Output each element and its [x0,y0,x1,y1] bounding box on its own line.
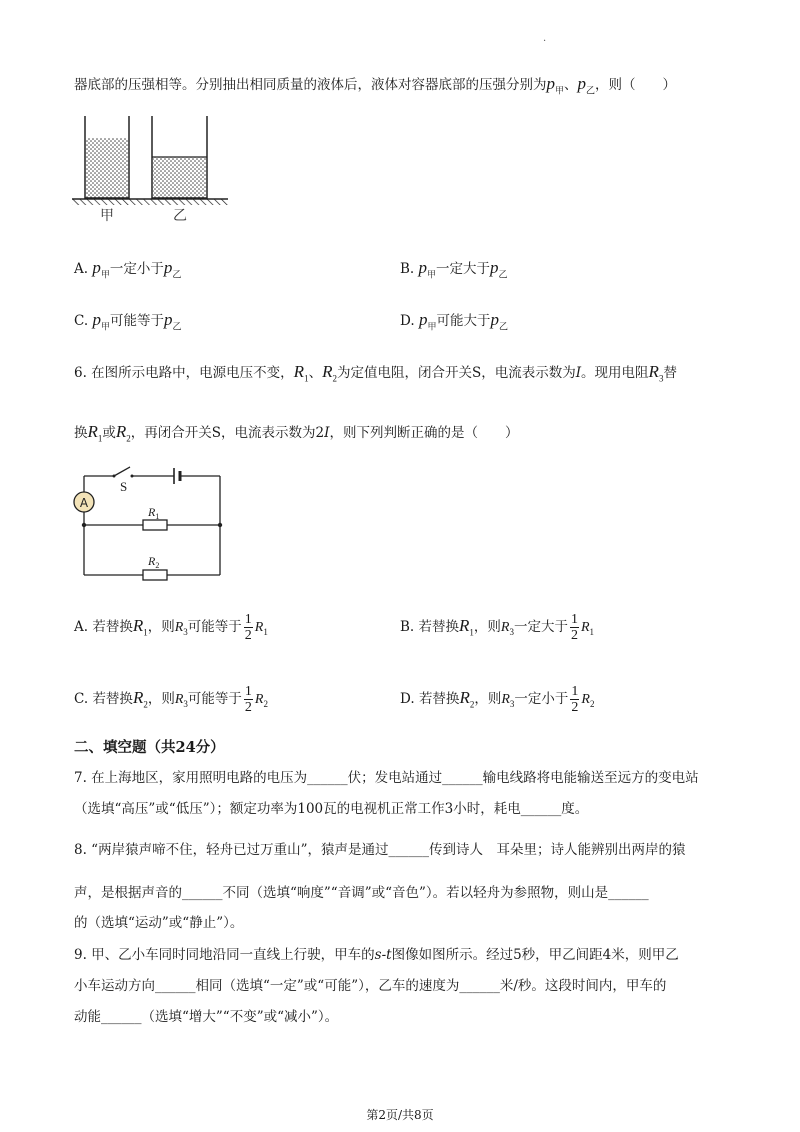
q8-line2: 声，是根据声音的______不同（选填“响度”“音调”或“音色”）。若以轻舟为参照物，则山是______ [74,885,649,901]
resistor-r1 [143,520,167,530]
p-jia-symbol: $p_甲$ [546,74,565,96]
q5-stem: 器底部的压强相等。分别抽出相同质量的液体后，液体对容器底部的压强分别为$p_甲$、$p_乙$，则（ ） [74,74,677,96]
q6-stem-line1: 6. 在图所示电路中，电源电压不变，$R_1$、$R_2$为定值电阻，闭合开关S，电流表示数为I。现用电阻$R_3$替 [74,362,677,384]
section-heading: 二、填空题（共24分） [74,739,225,756]
q8-line1: 8. “两岸猿声啼不住，轻舟已过万重山”，猿声是通过______传到诗人 耳朵里；诗人能辨别出两岸的猿 [74,842,686,858]
r1-symbol: $R_1$ [293,362,309,384]
q9-line3: 动能______（选填“增大”“不变”或“减小”）。 [74,1009,339,1025]
corner-mark: . [543,33,547,44]
r1-label: $R_1$ [148,505,160,521]
r3-symbol: $R_3$ [648,362,664,384]
switch-blade [114,467,130,476]
liquid-yi [153,157,206,198]
containers-figure [70,112,230,224]
svg-text:A: A [79,496,89,510]
p-yi-symbol: $p_乙$ [577,74,596,96]
q5-option-a[interactable]: A. $p_甲$一定小于$p_乙$ [74,258,182,280]
r2-symbol: $R_2$ [322,362,337,384]
q5-option-d[interactable]: D. $p_甲$可能大于$p_乙$ [400,310,508,332]
page-footer: 第2页/共8页 [366,1108,434,1122]
liquid-jia [86,138,128,198]
q5-option-c[interactable]: C. $p_甲$可能等于$p_乙$ [74,310,182,332]
label-yi: 乙 [173,208,187,224]
q8-line3: 的（选填“运动”或“静止”）。 [74,915,244,931]
q6-stem-line2: 换$R_1$或$R_2$，再闭合开关S，电流表示数为2I，则下列判断正确的是（ ） [74,422,519,444]
q9-line1: 9. 甲、乙小车同时同地沿同一直线上行驶，甲车的s-t图像如图所示。经过5秒，甲乙间距4米，则甲乙 [74,947,679,963]
q5-option-b[interactable]: B. $p_甲$一定大于$p_乙$ [400,258,508,280]
q6-option-b[interactable]: B. 若替换$R_1$，则$R_3$一定大于 $\frac{1}{2}$ $R_1$ [400,612,595,643]
q6-option-c[interactable]: C. 若替换$R_2$，则$R_3$可能等于 $\frac{1}{2}$ $R_2$ [74,684,268,715]
q7-line2: （选填“高压”或“低压”）；额定功率为100瓦的电视机正常工作3小时，耗电______度。 [74,801,589,817]
switch-label: S [120,479,128,494]
r2-label: $R_2$ [148,554,160,570]
circuit-diagram [70,456,230,581]
q6-option-a[interactable]: A. 若替换$R_1$，则$R_3$可能等于 $\frac{1}{2}$ $R_1$ [74,612,268,643]
label-jia: 甲 [100,208,114,224]
q7-line1: 7. 在上海地区，家用照明电路的电压为______伏；发电站通过______输电线路将电能输送至远方的变电站 [74,770,699,786]
q6-option-d[interactable]: D. 若替换$R_2$，则$R_3$一定小于 $\frac{1}{2}$ $R_2$ [400,684,595,715]
ground-hatch [72,199,228,205]
q9-line2: 小车运动方向______相同（选填“一定”或“可能”），乙车的速度为______米/秒。这段时间内，甲车的 [74,978,667,994]
resistor-r2 [143,570,167,580]
